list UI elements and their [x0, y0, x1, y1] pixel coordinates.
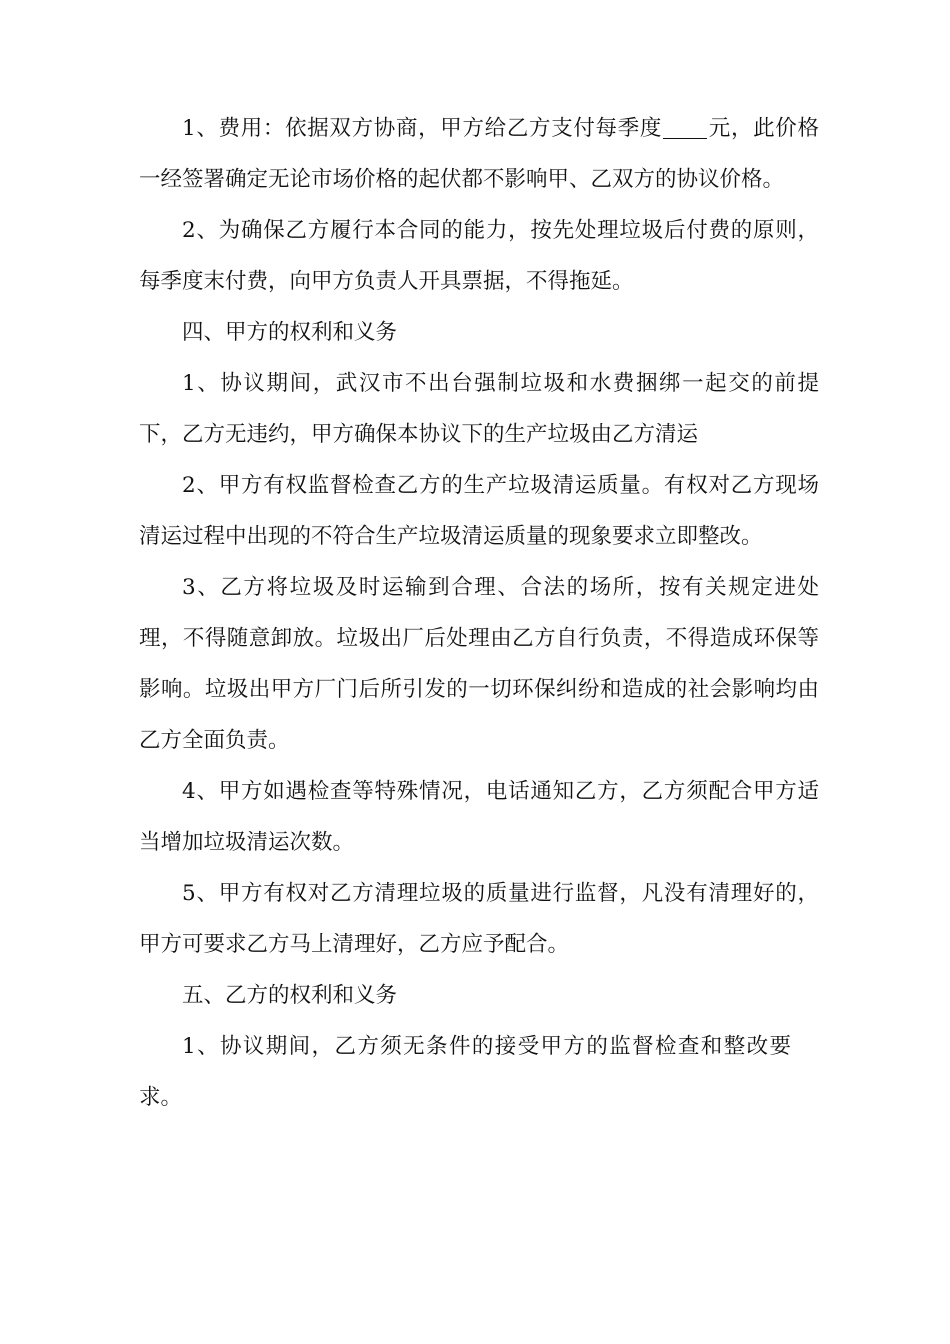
- amount-blank: [663, 117, 707, 140]
- paragraph-a-4: 4、甲方如遇检查等特殊情况，电话通知乙方，乙方须配合甲方适当增加垃圾清运次数。: [139, 779, 819, 855]
- paragraph-a-1: 1、协议期间，武汉市不出台强制垃圾和水费捆绑一起交的前提下，乙方无违约，甲方确保本协议下的生产垃圾由乙方清运: [139, 371, 819, 447]
- heading-party-b-rights: 五、乙方的权利和义务: [182, 983, 398, 1008]
- paragraph-payment: 2、为确保乙方履行本合同的能力，按先处理垃圾后付费的原则，每季度末付费，向甲方负责人开具票据，不得拖延。: [139, 218, 819, 294]
- paragraph-a-3: 3、乙方将垃圾及时运输到合理、合法的场所，按有关规定进处理，不得随意卸放。垃圾出厂后处理由乙方自行负责，不得造成环保等影响。垃圾出甲方厂门后所引发的一切环保纠纷和造成的社会影响均由乙方全面负责。: [139, 575, 819, 753]
- paragraph-a-5: 5、甲方有权对乙方清理垃圾的质量进行监督，凡没有清理好的，甲方可要求乙方马上清理好，乙方应予配合。: [139, 881, 819, 957]
- paragraph-fee: [139, 103, 819, 205]
- document-body: [139, 103, 819, 1123]
- paragraph-b-1: 1、协议期间，乙方须无条件的接受甲方的监督检查和整改要求。: [139, 1034, 791, 1110]
- heading-party-a-rights: 四、甲方的权利和义务: [182, 320, 398, 345]
- paragraph-fee-part2: 元，此价格一经签署确定无论市场价格的起伏都不影响甲、乙双方的协议价格。: [139, 116, 819, 192]
- paragraph-fee-part1: 1、费用：依据双方协商，甲方给乙方支付每季度: [182, 116, 663, 141]
- paragraph-a-2: 2、甲方有权监督检查乙方的生产垃圾清运质量。有权对乙方现场清运过程中出现的不符合生产垃圾清运质量的现象要求立即整改。: [139, 473, 819, 549]
